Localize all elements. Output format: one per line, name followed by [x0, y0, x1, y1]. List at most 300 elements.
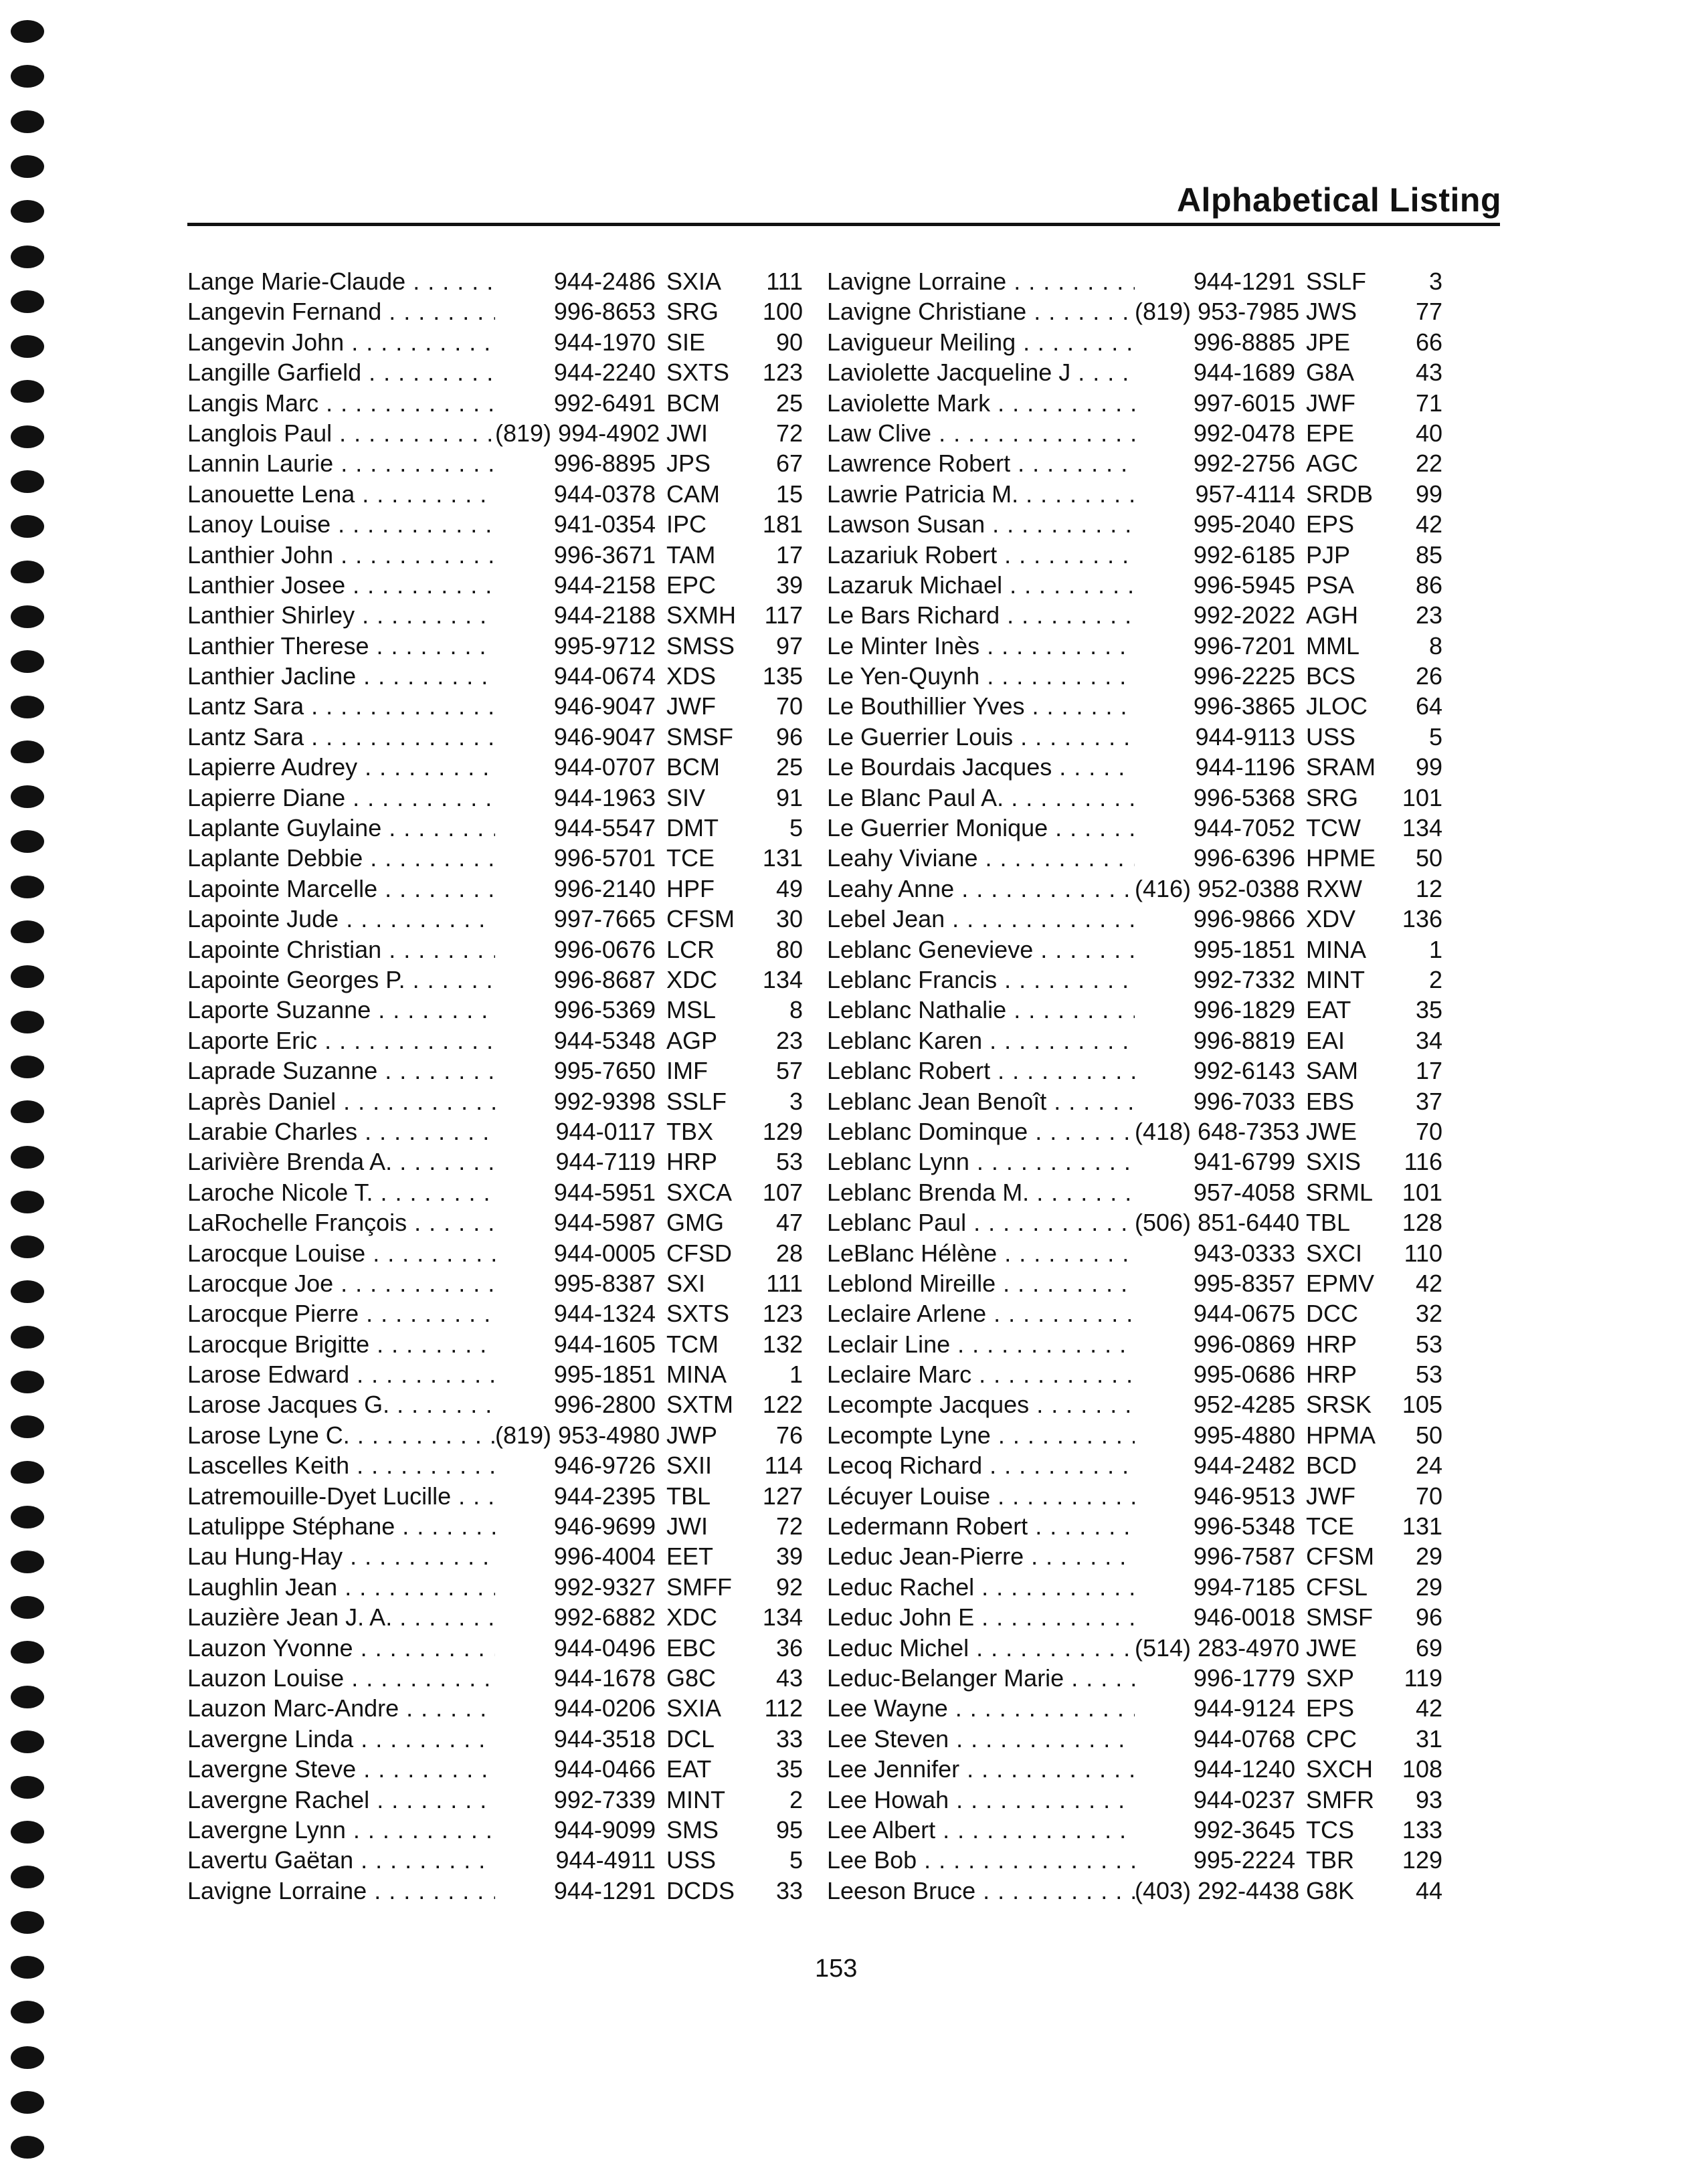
listing-name: Larocque Brigitte . . . [187, 1329, 508, 1359]
listing-name: Lazariuk Robert . . . [827, 540, 1148, 570]
listing-number: 71 [1415, 389, 1442, 417]
listing-code: JWF [1306, 389, 1355, 417]
listing-name: Leeson Bruce . . . [827, 1876, 1148, 1906]
listing-number: 33 [775, 1724, 803, 1753]
listing-name: Leblanc Brenda M. . . . [827, 1177, 1148, 1207]
listing-code: EAI [1306, 1026, 1345, 1054]
binding-hole [11, 65, 44, 88]
listing-number: 17 [775, 540, 803, 569]
listing-number: 8 [1428, 631, 1442, 660]
listing-name: Langlois Paul . . . [187, 418, 508, 448]
listing-number: 117 [764, 601, 803, 629]
listing-number: 1 [1428, 935, 1442, 963]
listing-code: SSLF [666, 1087, 727, 1115]
listing-phone: 995-4880 [1135, 1420, 1299, 1450]
listing-phone: 944-2188 [495, 600, 660, 630]
listing-name: Laviolette Mark . . . [827, 388, 1148, 418]
listing-name: Law Clive . . . [827, 418, 1148, 448]
listing-code: SXP [1306, 1664, 1355, 1692]
listing-name: Lauzon Louise . . . [187, 1663, 508, 1693]
listing-number: 96 [775, 722, 803, 751]
listing-code: SSLF [1306, 268, 1367, 295]
listing-phone: 995-9712 [495, 631, 660, 661]
listing-code: SIE [666, 328, 706, 356]
listing-code: JWP [666, 1421, 717, 1449]
listing-phone: 944-5348 [495, 1025, 660, 1056]
listing-name: Leblanc Dominque . . . [827, 1116, 1148, 1147]
listing-number: 128 [1402, 1209, 1442, 1237]
listing-phone: (416) 952-0388 [1135, 874, 1300, 902]
listing-number: 111 [766, 268, 803, 295]
listing-code: EPMV [1306, 1269, 1375, 1297]
binding-hole [11, 245, 44, 268]
listing-name: Lantz Sara . . . [187, 722, 508, 752]
listing-phone: 996-1829 [1135, 995, 1299, 1025]
listing-number: 116 [1404, 1148, 1442, 1176]
listing-phone: 996-3865 [1135, 691, 1299, 721]
listing-code: EET [666, 1543, 714, 1571]
listing-name: Lange Marie-Claude . . . [187, 266, 508, 296]
listing-name: Langevin Fernand . . . [187, 296, 508, 326]
binding-hole [11, 1911, 44, 1934]
listing-code: MINA [1306, 935, 1366, 963]
binding-hole [11, 1371, 44, 1393]
listing-number: 70 [775, 692, 803, 720]
listing-name: Leblanc Francis . . . [827, 965, 1148, 995]
listing-number: 97 [775, 631, 803, 660]
listing-name: Lee Jennifer . . . [827, 1754, 1148, 1784]
binding-hole [11, 290, 44, 313]
listing-number: 31 [1415, 1724, 1442, 1753]
listing-phone: 992-9327 [495, 1572, 660, 1602]
listing-name: Larocque Louise . . . [187, 1238, 508, 1268]
binding-hole [11, 1280, 44, 1303]
listing-phone: (506) 851-6440 [1135, 1209, 1300, 1237]
listing-code: HPME [1306, 844, 1376, 872]
listing-code: SMSF [666, 722, 734, 751]
listing-number: 76 [775, 1421, 803, 1449]
listing-name: Ledermann Robert . . . [827, 1511, 1148, 1541]
listing-phone: 995-8357 [1135, 1268, 1299, 1298]
listing-code: JWE [1306, 1633, 1357, 1662]
listing-name: Leblanc Karen . . . [827, 1025, 1148, 1056]
listing-code: JWI [666, 1512, 708, 1541]
listing-phone: 996-3671 [495, 540, 660, 570]
listing-number: 3 [1428, 268, 1442, 295]
listing-number: 134 [762, 965, 803, 993]
listing-number: 111 [766, 1269, 803, 1297]
binding-hole [11, 110, 44, 133]
listing-name: Laroche Nicole T. . . . [187, 1177, 508, 1207]
binding-hole [11, 1146, 44, 1169]
listing-phone: (514) 283-4970 [1135, 1633, 1300, 1662]
listing-phone: (819) 953-4980 [495, 1421, 660, 1449]
listing-code: G8A [1306, 359, 1355, 387]
binding-hole [11, 1686, 44, 1708]
listing-name: Lannin Laurie . . . [187, 448, 508, 478]
listing-code: SAM [1306, 1057, 1359, 1085]
listing-number: 114 [764, 1452, 803, 1480]
listing-phone: (819) 953-7985 [1135, 298, 1300, 326]
listing-code: SRG [1306, 783, 1359, 811]
listing-name: Le Guerrier Monique . . . [827, 813, 1148, 843]
listing-name: Lauzon Marc-Andre . . . [187, 1693, 508, 1723]
binding-hole [11, 515, 44, 538]
listing-phone: 992-6143 [1135, 1056, 1299, 1086]
listing-code: AGP [666, 1026, 718, 1054]
listing-code: XDC [666, 1603, 718, 1631]
listing-name: Lawson Susan . . . [827, 509, 1148, 539]
listing-code: SXTS [666, 1300, 730, 1328]
listing-code: EBC [666, 1633, 717, 1662]
listing-code: TBR [1306, 1846, 1354, 1874]
listing-number: 86 [1415, 571, 1442, 599]
listing-name: Lanthier John . . . [187, 540, 508, 570]
listing-name: Le Bars Richard . . . [827, 600, 1148, 630]
listing-number: 95 [775, 1815, 803, 1844]
listing-number: 66 [1415, 328, 1442, 356]
listing-number: 8 [789, 996, 803, 1024]
listing-phone: 946-9047 [495, 722, 660, 752]
listing-code: SXIS [1306, 1148, 1362, 1176]
listing-name: Leblanc Nathalie . . . [827, 995, 1148, 1025]
listing-name: Lauzière Jean J. A. . . . [187, 1602, 508, 1632]
listing-number: 93 [1415, 1785, 1442, 1813]
listing-code: AGC [1306, 450, 1359, 478]
listing-name: Laplante Guylaine . . . [187, 813, 508, 843]
binding-hole [11, 965, 44, 988]
listing-phone: 996-5369 [495, 995, 660, 1025]
binding-hole [11, 1551, 44, 1573]
listing-code: SIV [666, 783, 706, 811]
listing-number: 122 [762, 1391, 803, 1419]
listing-phone: 996-0869 [1135, 1329, 1299, 1359]
listing-name: Lee Howah . . . [827, 1785, 1148, 1815]
listing-number: 101 [1402, 783, 1442, 811]
listing-number: 2 [1428, 965, 1442, 993]
listing-code: DCDS [666, 1876, 735, 1904]
binding-hole [11, 1506, 44, 1528]
listing-name: Le Minter Inès . . . [827, 631, 1148, 661]
listing-number: 57 [775, 1057, 803, 1085]
listing-code: TBL [666, 1482, 711, 1510]
listing-phone: 995-2040 [1135, 509, 1299, 539]
listing-name: Lanoy Louise . . . [187, 509, 508, 539]
listing-phone: 992-7332 [1135, 965, 1299, 995]
binding-hole [11, 696, 44, 718]
listing-number: 80 [775, 935, 803, 963]
listing-number: 3 [789, 1087, 803, 1115]
listing-name: Leblanc Jean Benoît . . . [827, 1086, 1148, 1116]
listing-phone: 992-2756 [1135, 448, 1299, 478]
listing-code: MINA [666, 1361, 727, 1389]
listing-name: LaRochelle François . . . [187, 1207, 508, 1237]
listing-number: 5 [1428, 722, 1442, 751]
listing-code: EPE [1306, 419, 1355, 447]
listing-name: Lauzon Yvonne . . . [187, 1633, 508, 1663]
listing-phone: 944-2158 [495, 570, 660, 600]
listing-phone: 994-7185 [1135, 1572, 1299, 1602]
listing-number: 2 [789, 1785, 803, 1813]
listing-phone: 944-0005 [495, 1238, 660, 1268]
page-title: Alphabetical Listing [1176, 181, 1501, 219]
listing-number: 35 [1415, 996, 1442, 1024]
listing-name: Lanthier Therese . . . [187, 631, 508, 661]
listing-phone: 944-1196 [1135, 752, 1299, 782]
listing-name: Lantz Sara . . . [187, 691, 508, 721]
listing-number: 134 [762, 1603, 803, 1631]
listing-number: 134 [1402, 814, 1442, 842]
listing-name: Lee Steven . . . [827, 1724, 1148, 1754]
listing-phone: 946-9047 [495, 691, 660, 721]
listing-phone: 944-1678 [495, 1663, 660, 1693]
listing-name: Lazaruk Michael . . . [827, 570, 1148, 600]
listing-phone: 996-8687 [495, 965, 660, 995]
listing-number: 15 [775, 480, 803, 508]
listing-name: Lecompte Jacques . . . [827, 1389, 1148, 1419]
listing-code: SRAM [1306, 753, 1376, 781]
listing-code: RXW [1306, 874, 1362, 902]
listing-code: BCS [1306, 662, 1356, 690]
listing-name: Leblanc Genevieve . . . [827, 934, 1148, 965]
listing-number: 42 [1415, 510, 1442, 538]
listing-code: SXCH [1306, 1755, 1374, 1783]
binding-hole [11, 1100, 44, 1123]
listing-phone: 992-7339 [495, 1785, 660, 1815]
listing-code: JWF [666, 692, 716, 720]
listing-number: 85 [1415, 540, 1442, 569]
listing-number: 135 [762, 662, 803, 690]
listing-number: 26 [1415, 662, 1442, 690]
listing-name: Leblanc Robert . . . [827, 1056, 1148, 1086]
listing-phone: 944-1605 [495, 1329, 660, 1359]
listing-name: Le Blanc Paul A. . . . [827, 783, 1148, 813]
listing-phone: 996-7033 [1135, 1086, 1299, 1116]
binding-hole [11, 470, 44, 493]
listing-code: TBL [1306, 1209, 1351, 1237]
listing-code: DCL [666, 1724, 715, 1753]
listing-code: SXTS [666, 359, 730, 387]
listing-phone: 996-8885 [1135, 327, 1299, 357]
listing-phone: 946-9699 [495, 1511, 660, 1541]
listing-name: Leahy Viviane . . . [827, 843, 1148, 873]
listing-number: 132 [762, 1330, 803, 1358]
binding-hole [11, 2001, 44, 2023]
listing-code: MML [1306, 631, 1359, 660]
listing-code: G8K [1306, 1876, 1355, 1904]
binding-hole [11, 1596, 44, 1619]
listing-name: Leclaire Marc . . . [827, 1359, 1148, 1389]
header-rule [187, 223, 1500, 226]
binding-hole [11, 605, 44, 628]
listing-name: Lavergne Steve . . . [187, 1754, 508, 1784]
listing-name: Leduc John E . . . [827, 1602, 1148, 1632]
listing-name: Leblanc Lynn . . . [827, 1147, 1148, 1177]
listing-phone: 944-0117 [495, 1116, 660, 1147]
listing-code: TCE [666, 844, 715, 872]
listing-name: Latulippe Stéphane . . . [187, 1511, 508, 1541]
listing-number: 35 [775, 1755, 803, 1783]
binding-hole [11, 1191, 44, 1213]
listing-code: XDC [666, 965, 718, 993]
listing-phone: 992-6185 [1135, 540, 1299, 570]
listing-code: SXCI [1306, 1239, 1363, 1267]
listing-name: Lee Albert . . . [827, 1815, 1148, 1845]
listing-number: 44 [1415, 1876, 1442, 1904]
listing-name: Lapointe Georges P. . . . [187, 965, 508, 995]
listing-phone: 941-0354 [495, 509, 660, 539]
listing-code: XDV [1306, 905, 1356, 933]
listing-name: Leahy Anne . . . [827, 874, 1148, 904]
listing-name: Lavigne Christiane . . . [827, 296, 1148, 326]
listing-number: 129 [762, 1117, 803, 1145]
listing-number: 99 [1415, 480, 1442, 508]
listing-number: 24 [1415, 1452, 1442, 1480]
listing-name: Lanthier Shirley . . . [187, 600, 508, 630]
listing-code: TAM [666, 540, 716, 569]
listing-name: Leclair Line . . . [827, 1329, 1148, 1359]
listing-number: 43 [1415, 359, 1442, 387]
listing-name: Larose Jacques G. . . . [187, 1389, 508, 1419]
listing-number: 47 [775, 1209, 803, 1237]
listing-number: 70 [1415, 1117, 1442, 1145]
listing-phone: 944-5951 [495, 1177, 660, 1207]
listing-number: 5 [789, 1846, 803, 1874]
listing-code: SMSS [666, 631, 735, 660]
listing-number: 72 [775, 419, 803, 447]
listing-phone: 997-7665 [495, 904, 660, 934]
listing-phone: 996-2800 [495, 1389, 660, 1419]
listing-number: 91 [775, 783, 803, 811]
listing-code: SRG [666, 298, 719, 326]
listing-number: 67 [775, 450, 803, 478]
listing-code: EAT [666, 1755, 712, 1783]
binding-hole [11, 650, 44, 673]
listing-number: 50 [1415, 1421, 1442, 1449]
listing-phone: 992-6882 [495, 1602, 660, 1632]
binding-hole [11, 1776, 44, 1799]
listing-phone: 996-1779 [1135, 1663, 1299, 1693]
listing-number: 34 [1415, 1026, 1442, 1054]
listing-phone: 996-4004 [495, 1541, 660, 1571]
listing-code: CPC [1306, 1724, 1357, 1753]
listing-name: Le Bourdais Jacques . . . [827, 752, 1148, 782]
listing-code: CFSD [666, 1239, 732, 1267]
listing-code: SRDB [1306, 480, 1374, 508]
listing-phone: 944-2482 [1135, 1450, 1299, 1480]
listing-name: Leclaire Arlene . . . [827, 1298, 1148, 1328]
listing-phone: 957-4058 [1135, 1177, 1299, 1207]
listing-code: MINT [1306, 965, 1365, 993]
listing-number: 90 [775, 328, 803, 356]
listing-number: 22 [1415, 450, 1442, 478]
listing-number: 99 [1415, 753, 1442, 781]
listing-phone: 995-1851 [495, 1359, 660, 1389]
listing-code: SRSK [1306, 1391, 1372, 1419]
listing-phone: 996-2225 [1135, 661, 1299, 691]
listing-name: Lee Wayne . . . [827, 1693, 1148, 1723]
listing-number: 69 [1415, 1633, 1442, 1662]
listing-code: XDS [666, 662, 717, 690]
listing-code: JPE [1306, 328, 1351, 356]
binding-hole [11, 1821, 44, 1844]
binding-hole [11, 830, 44, 853]
listing-name: Lawrence Robert . . . [827, 448, 1148, 478]
listing-number: 129 [1402, 1846, 1442, 1874]
listing-number: 101 [1402, 1178, 1442, 1206]
listing-code: HRP [1306, 1330, 1357, 1358]
listing-phone: 944-1324 [495, 1298, 660, 1328]
listing-number: 37 [1415, 1087, 1442, 1115]
listing-name: Lascelles Keith . . . [187, 1450, 508, 1480]
listing-number: 42 [1415, 1269, 1442, 1297]
listing-code: SRML [1306, 1178, 1374, 1206]
listing-phone: 943-0333 [1135, 1238, 1299, 1268]
listing-number: 72 [775, 1512, 803, 1541]
listing-phone: 944-3518 [495, 1724, 660, 1754]
listing-number: 53 [1415, 1361, 1442, 1389]
listing-name: Lanthier Josee . . . [187, 570, 508, 600]
binding-hole [11, 561, 44, 583]
listing-code: JLOC [1306, 692, 1368, 720]
listing-name: Lavertu Gaëtan . . . [187, 1845, 508, 1875]
listing-phone: 944-1291 [495, 1876, 660, 1906]
listing-code: MSL [666, 996, 717, 1024]
listing-phone: (403) 292-4438 [1135, 1876, 1300, 1904]
binding-hole [11, 1956, 44, 1979]
listing-code: SMS [666, 1815, 719, 1844]
listing-code: SMSF [1306, 1603, 1374, 1631]
listing-phone: 944-7052 [1135, 813, 1299, 843]
listing-number: 29 [1415, 1573, 1442, 1601]
listing-code: HPF [666, 874, 715, 902]
listing-name: Leduc Rachel . . . [827, 1572, 1148, 1602]
listing-number: 136 [1402, 905, 1442, 933]
listing-number: 23 [775, 1026, 803, 1054]
listing-phone: 944-2486 [495, 266, 660, 296]
listing-number: 50 [1415, 844, 1442, 872]
listing-number: 36 [775, 1633, 803, 1662]
binding-hole [11, 1641, 44, 1664]
listing-number: 181 [762, 510, 803, 538]
listing-number: 108 [1402, 1755, 1442, 1783]
listing-name: Larocque Joe . . . [187, 1268, 508, 1298]
listing-number: 107 [762, 1178, 803, 1206]
listing-code: JWF [1306, 1482, 1355, 1510]
listing-phone: 944-0206 [495, 1693, 660, 1723]
listing-phone: 944-9099 [495, 1815, 660, 1845]
listing-phone: 944-4911 [495, 1845, 660, 1875]
listing-code: HRP [666, 1148, 718, 1176]
listing-code: TCE [1306, 1512, 1354, 1541]
listing-phone: 992-0478 [1135, 418, 1299, 448]
binding-hole [11, 380, 44, 403]
listing-number: 96 [1415, 1603, 1442, 1631]
listing-code: CFSM [1306, 1543, 1374, 1571]
listing-code: BCM [666, 389, 720, 417]
listing-code: IPC [666, 510, 707, 538]
listing-phone: 996-5368 [1135, 783, 1299, 813]
listing-number: 39 [775, 1543, 803, 1571]
listing-phone: 946-9726 [495, 1450, 660, 1480]
listing-code: USS [666, 1846, 717, 1874]
listing-number: 1 [789, 1361, 803, 1389]
listing-code: HRP [1306, 1361, 1357, 1389]
listing-phone: 992-9398 [495, 1086, 660, 1116]
binding-hole [11, 20, 44, 43]
listing-name: Laughlin Jean . . . [187, 1572, 508, 1602]
listing-name: Leduc Michel . . . [827, 1633, 1148, 1663]
